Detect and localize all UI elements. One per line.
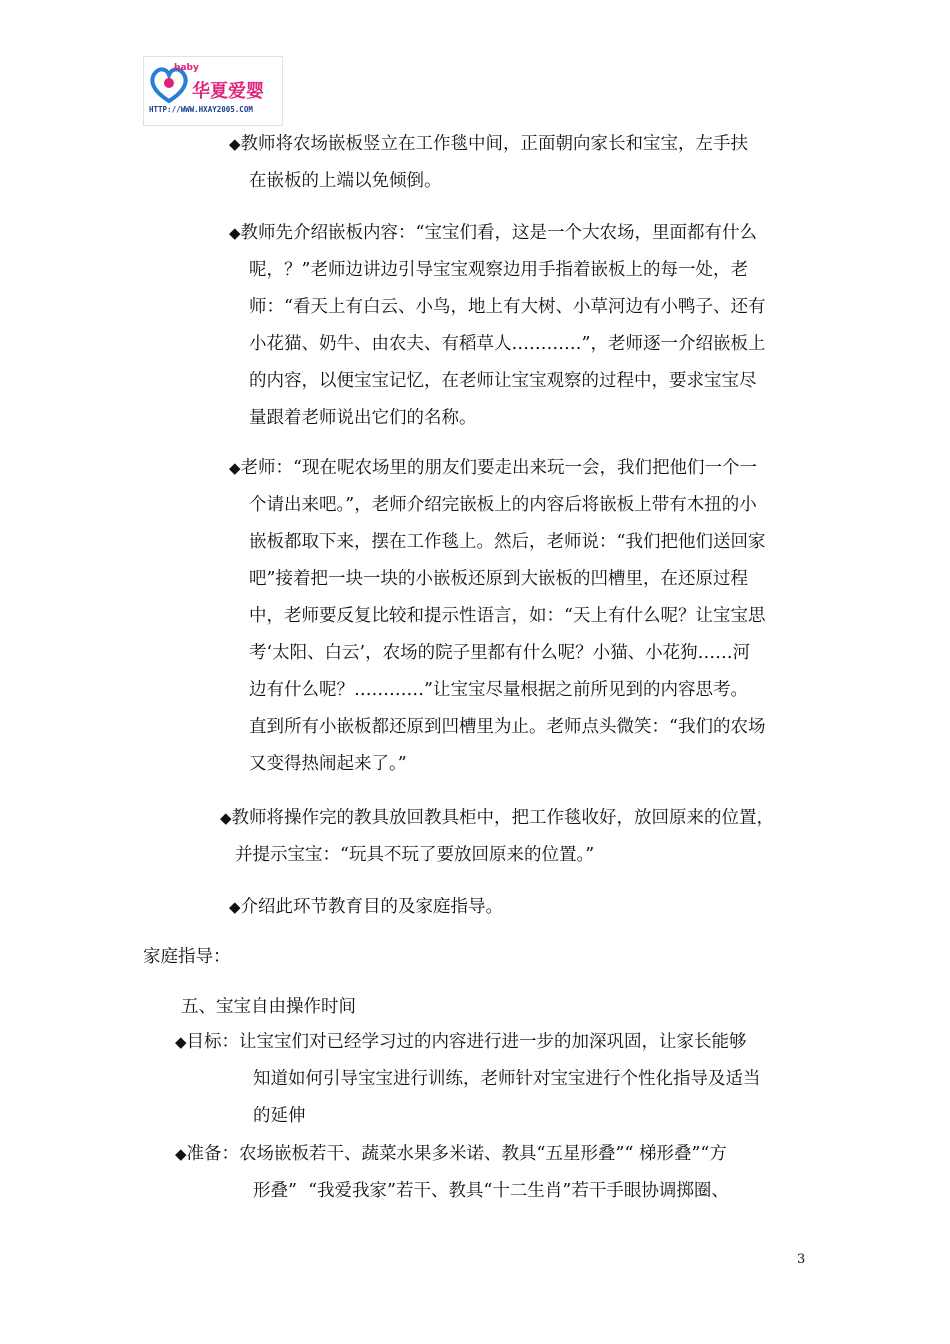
bullet-diamond-icon: ◆	[175, 1033, 187, 1051]
page-number: 3	[797, 1252, 806, 1267]
logo-baby-text: baby	[174, 63, 199, 73]
prep-line: 农场嵌板若干、蔬菜水果多米诺、教具“五星形叠”“ 梯形叠”“方	[239, 1144, 727, 1164]
goal-line: 的延伸	[253, 1106, 306, 1126]
bullet-diamond-icon: ◆	[229, 135, 241, 153]
bullet-paragraph-5	[229, 889, 503, 926]
prep-block	[175, 1136, 729, 1210]
section-five-heading: 五、宝宝自由操作时间	[181, 997, 356, 1017]
family-guidance-heading: 家庭指导：	[143, 947, 231, 967]
paragraph-line: 的内容，以便宝宝记忆，在老师让宝宝观察的过程中，要求宝宝尽	[249, 371, 757, 391]
logo-url-text: HTTP://WWW.HXAY2005.COM	[149, 105, 253, 114]
goal-line: 让宝宝们对已经学习过的内容进行进一步的加深巩固，让家长能够	[239, 1032, 747, 1052]
bullet-diamond-icon: ◆	[229, 224, 241, 242]
prep-label: 准备：	[186, 1144, 240, 1164]
bullet-paragraph-4	[220, 800, 774, 874]
paragraph-line: 在嵌板的上端以免倾倒。	[249, 171, 442, 191]
paragraph-line: 呢，？”老师边讲边引导宝宝观察边用手指着嵌板上的每一处，老	[249, 260, 748, 280]
bullet-paragraph-3	[229, 450, 765, 783]
paragraph-line: 小花猫、奶牛、由农夫、有稻草人…………”，老师逐一介绍嵌板上	[249, 334, 766, 354]
paragraph-line: 中，老师要反复比较和提示性语言，如：“天上有什么呢？让宝宝思	[249, 606, 766, 626]
hxay-logo	[143, 56, 283, 126]
paragraph-line: 量跟着老师说出它们的名称。	[249, 408, 477, 428]
paragraph-line: 教师先介绍嵌板内容：“宝宝们看，这是一个大农场，里面都有什么	[240, 223, 757, 243]
bullet-diamond-icon: ◆	[229, 459, 241, 477]
goal-line: 知道如何引导宝宝进行训练，老师针对宝宝进行个性化指导及适当	[253, 1069, 761, 1089]
paragraph-line: 边有什么呢？…………”让宝宝尽量根据之前所见到的内容思考。	[249, 680, 748, 700]
paragraph-line: 又变得热闹起来了。”	[249, 754, 407, 774]
paragraph-line: 嵌板都取下来，摆在工作毯上。然后，老师说：“我们把他们送回家	[249, 532, 766, 552]
paragraph-line: 吧”接着把一块一块的小嵌板还原到大嵌板的凹槽里，在还原过程	[249, 569, 748, 589]
paragraph-line: 并提示宝宝：“玩具不玩了要放回原来的位置。”	[235, 845, 595, 865]
prep-line: 形叠” “我爱我家”若干、教具“十二生肖”若干手眼协调掷圈、	[253, 1181, 729, 1201]
paragraph-line: 考‘太阳、白云’，农场的院子里都有什么呢？小猫、小花狗……河	[249, 643, 751, 663]
goal-label: 目标：	[186, 1032, 240, 1052]
logo-brand-text: 华夏爱婴	[192, 81, 264, 102]
bullet-diamond-icon: ◆	[175, 1145, 187, 1163]
paragraph-line: 教师将操作完的教具放回教具柜中，把工作毯收好，放回原来的位置，	[231, 808, 775, 828]
bullet-paragraph-1	[229, 126, 748, 200]
bullet-diamond-icon: ◆	[220, 809, 232, 827]
bullet-diamond-icon: ◆	[229, 898, 241, 916]
goal-block	[175, 1024, 761, 1135]
paragraph-line: 个请出来吧。”，老师介绍完嵌板上的内容后将嵌板上带有木扭的小	[249, 495, 757, 515]
paragraph-line: 师：“看天上有白云、小鸟，地上有大树、小草河边有小鸭子、还有	[249, 297, 766, 317]
paragraph-line: 教师将农场嵌板竖立在工作毯中间，正面朝向家长和宝宝，左手扶	[240, 134, 749, 154]
paragraph-line: 老师：“现在呢农场里的朋友们要走出来玩一会，我们把他们一个一	[240, 458, 757, 478]
bullet-paragraph-2	[229, 215, 765, 437]
paragraph-line: 直到所有小嵌板都还原到凹槽里为止。老师点头微笑：“我们的农场	[249, 717, 766, 737]
paragraph-line: 介绍此环节教育目的及家庭指导。	[240, 897, 504, 917]
